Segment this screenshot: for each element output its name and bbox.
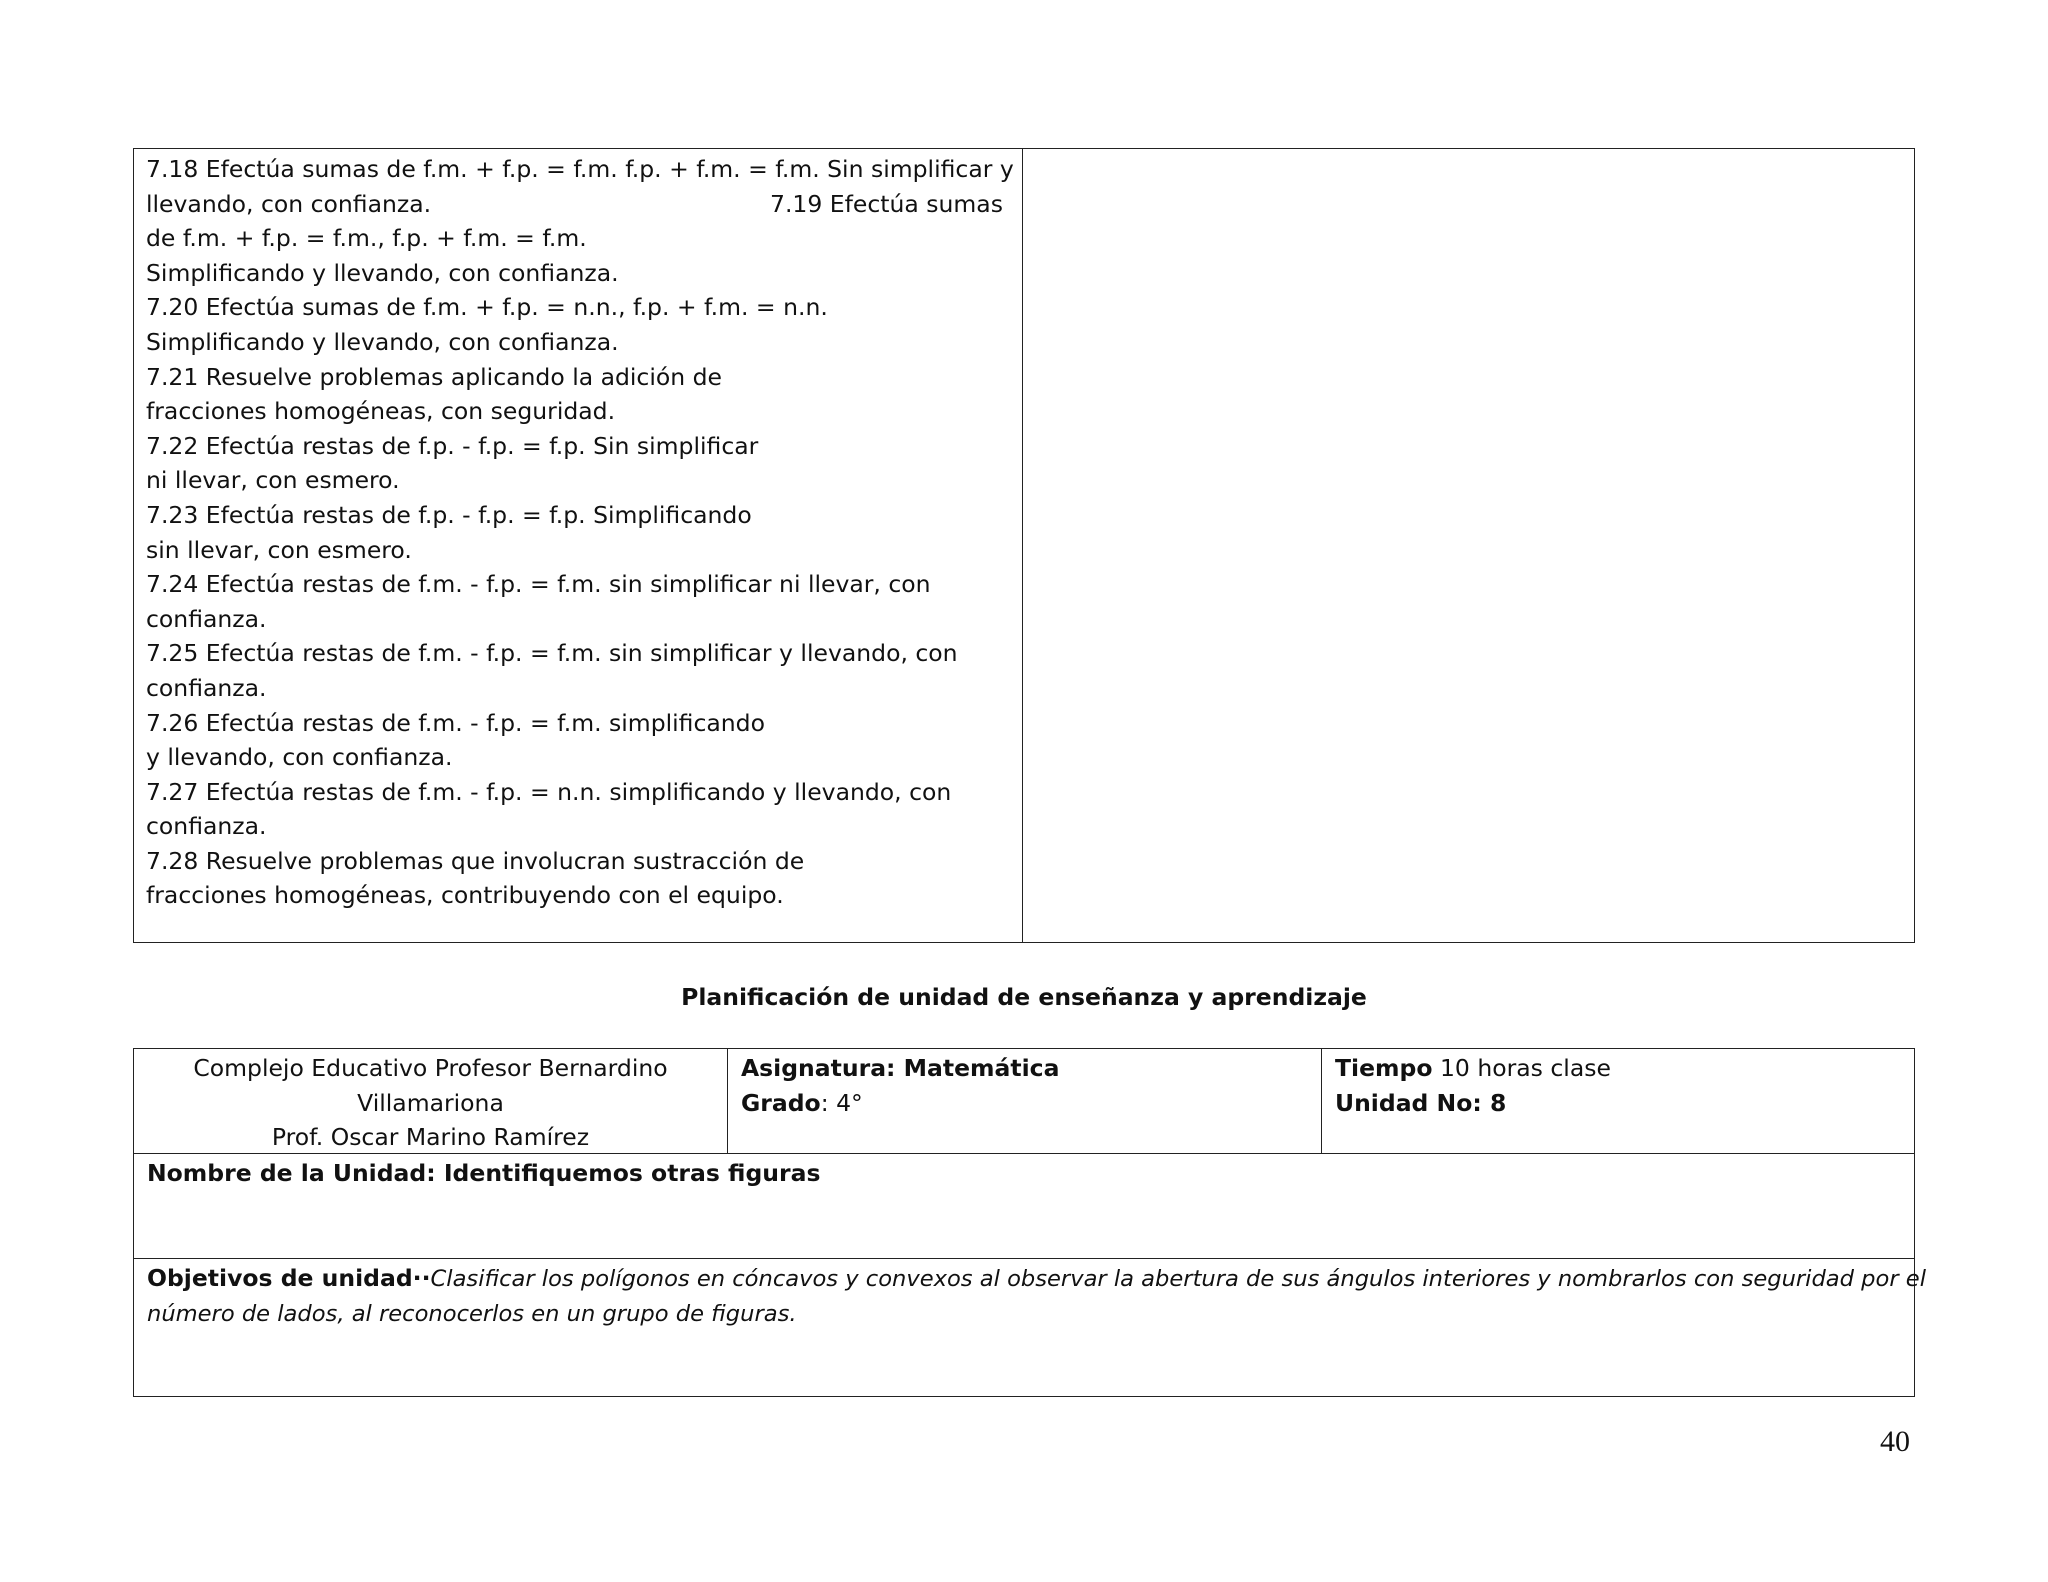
indicator-line: y llevando, con confianza. [146,743,453,772]
column-divider [1022,149,1023,942]
subject-label: Asignatura: Matemática [741,1054,1060,1082]
grade-value: : 4° [820,1088,863,1117]
indicator-line: sin llevar, con esmero. [146,535,412,564]
indicator-line: 7.20 Efectúa sumas de f.m. + f.p. = n.n., f.p. + f.m. = n.n. [146,293,828,322]
section-title: Planificación de unidad de enseñanza y aprendizaje [681,983,1367,1011]
indicator-line: 7.22 Efectúa restas de f.p. - f.p. = f.p. Sin simplificar [146,431,759,460]
indicator-line-text: 7.19 Efectúa sumas [770,189,1003,218]
unit-number: Unidad No: 8 [1335,1088,1507,1117]
school-name-line: Villamariona [357,1088,504,1117]
indicator-line: 7.18 Efectúa sumas de f.m. + f.p. = f.m. f.p. + f.m. = f.m. Sin simplificar y [146,155,1014,183]
indicator-line: 7.23 Efectúa restas de f.p. - f.p. = f.p. Simplificando [146,500,752,529]
indicator-line: Simplificando y llevando, con confianza. [146,327,619,356]
indicator-line: confianza. [146,604,267,633]
indicator-line [146,187,1016,222]
indicators-cell [146,152,1016,913]
indicator-line: confianza. [146,812,267,841]
indicator-line: 7.25 Efectúa restas de f.m. - f.p. = f.m. sin simplificar y llevando, con [146,639,958,668]
indicator-line-text: llevando, con confianza. [146,189,432,218]
school-cell [134,1051,727,1155]
unit-name: Nombre de la Unidad: Identifiquemos otras figuras [147,1159,821,1187]
grade-label: Grado [741,1088,821,1117]
objectives-text: número de lados, al reconocerlos en un grupo de figuras. [147,1300,797,1327]
indicator-line: de f.m. + f.p. = f.m., f.p. + f.m. = f.m. [146,224,587,253]
column-divider [727,1049,728,1154]
indicator-line: 7.24 Efectúa restas de f.m. - f.p. = f.m. sin simplificar ni llevar, con [146,570,931,599]
indicator-line: fracciones homogéneas, con seguridad. [146,397,616,426]
indicator-line: 7.26 Efectúa restas de f.m. - f.p. = f.m. simplificando [146,708,765,737]
teacher-name: Prof. Oscar Marino Ramírez [271,1123,590,1152]
indicator-line: confianza. [146,673,267,702]
indicator-line: fracciones homogéneas, contribuyendo con el equipo. [146,881,784,910]
unit-planning-table [133,1048,1926,1397]
unit-name-cell [147,1156,1897,1191]
indicator-line: 7.27 Efectúa restas de f.m. - f.p. = n.n. simplificando y llevando, con [146,777,952,806]
objectives-text: Clasificar los polígonos en cóncavos y convexos al observar la abertura de sus ángulos interiores y nombrarlos con seguridad por el [430,1266,1926,1292]
column-divider [1321,1049,1322,1154]
row-divider [134,1258,1914,1259]
time-label: Tiempo [1335,1054,1433,1082]
school-name-line: Complejo Educativo Profesor Bernardino [193,1054,668,1082]
time-value: 10 horas clase [1432,1054,1611,1082]
page-number: 40 [1880,1425,1910,1458]
content-table-continuation [133,148,1915,943]
indicator-line: 7.21 Resuelve problemas aplicando la adición de [146,362,723,391]
objectives-label: Objetivos de unidad [147,1264,413,1292]
time-cell [1335,1051,1905,1120]
subject-cell [741,1051,1311,1120]
objectives-cell [147,1261,1926,1331]
indicator-line: Simplificando y llevando, con confianza. [146,258,619,287]
indicator-line: ni llevar, con esmero. [146,466,400,495]
indicator-line: 7.28 Resuelve problemas que involucran sustracción de [146,846,805,875]
objectives-separator: ·· [412,1264,431,1292]
